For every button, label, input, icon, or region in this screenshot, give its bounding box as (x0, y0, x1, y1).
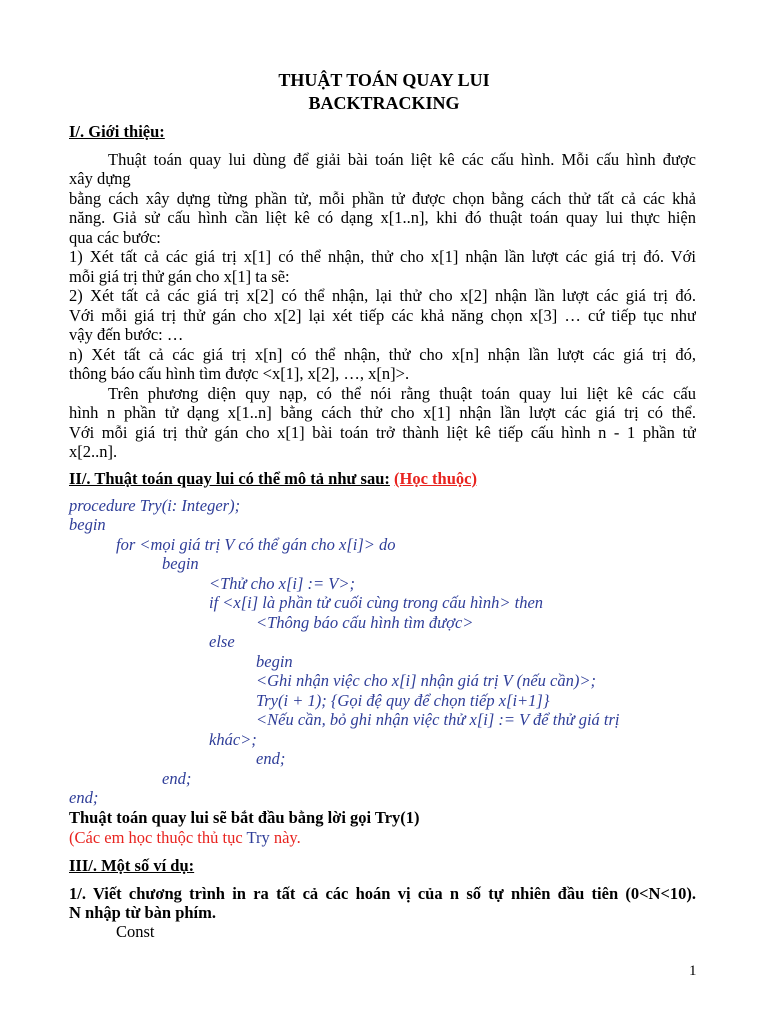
paragraph-line: Thuật toán quay lui dùng để giải bài toán liệt kê các cấu hình. Mỗi cấu hình được (108, 150, 696, 169)
document-title: THUẬT TOÁN QUAY LUI (278, 70, 490, 90)
code-line: end; (162, 769, 192, 788)
document-subtitle: BACKTRACKING (308, 93, 460, 113)
example1-line: 1/. Viết chương trình in ra tất cả các hoán vị của n số tự nhiên đầu tiên (0<N<10). (69, 884, 696, 903)
learn-note (69, 828, 301, 847)
section2-heading (69, 469, 477, 488)
paragraph-line: thông báo cấu hình tìm được <x[1], x[2], …, x[n]>. (69, 364, 410, 383)
code-line: end; (69, 788, 99, 807)
paragraph-line: mỗi giá trị thử gán cho x[1] ta sẽ: (69, 267, 290, 286)
learn-note-prefix: (Các em học thuộc thủ tục (69, 828, 247, 847)
learn-note-try: Try (246, 828, 270, 847)
section3-heading: III/. Một số ví dụ: (69, 856, 195, 875)
paragraph-line: x[2..n]. (69, 442, 118, 461)
code-line: if <x[i] là phần tử cuối cùng trong cấu hình> then (209, 593, 544, 612)
code-line: for <mọi giá trị V có thể gán cho x[i]> do (116, 535, 396, 554)
paragraph-line: 1) Xét tất cả các giá trị x[1] có thể nhận, thử cho x[1] nhận lần lượt các giá trị đó. Với (69, 247, 696, 266)
paragraph-line: xây dựng (69, 169, 131, 188)
code-line: begin (256, 652, 293, 671)
code-line: khác>; (209, 730, 257, 749)
code-line: else (209, 632, 235, 651)
call-note: Thuật toán quay lui sẽ bắt đầu bằng lời gọi Try(1) (69, 808, 420, 827)
paragraph-line: 2) Xét tất cả các giá trị x[2] có thể nhận, lại thử cho x[2] nhận lần lượt các giá trị đó. (69, 286, 696, 305)
paragraph-line: Với mỗi giá trị thử gán cho x[2] lại xét tiếp các khả năng chọn x[3] … cứ tiếp tục như (69, 306, 696, 325)
code-line: begin (162, 554, 199, 573)
paragraph-line: n) Xét tất cả các giá trị x[n] có thể nhận, thử cho x[n] nhận lần lượt các giá trị đó, (69, 345, 696, 364)
code-line: Try(i + 1); {Gọi đệ quy để chọn tiếp x[i+1]} (256, 691, 550, 710)
memorize-note: (Học thuộc) (394, 469, 477, 488)
paragraph-line: hình n phần tử dạng x[1..n] bằng cách thử cho x[1] nhận lần lượt các giá trị có thể. (69, 403, 696, 422)
section1-heading: I/. Giới thiệu: (69, 122, 165, 141)
code-line: begin (69, 515, 106, 534)
paragraph-line: Với mỗi giá trị thử gán cho x[1] bài toán trở thành liệt kê tiếp cấu hình n - 1 phần tử (69, 423, 696, 442)
learn-note-suffix: này. (269, 828, 301, 847)
const-label: Const (116, 922, 155, 941)
paragraph-line: Trên phương diện quy nạp, có thể nói rằng thuật toán quay lui liệt kê các cấu (108, 384, 696, 403)
code-line: <Thử cho x[i] := V>; (209, 574, 355, 593)
code-line: <Nếu cần, bỏ ghi nhận việc thử x[i] := V để thử giá trị (256, 710, 620, 729)
code-line: <Ghi nhận việc cho x[i] nhận giá trị V (nếu cần)>; (256, 671, 596, 690)
paragraph-line: qua các bước: (69, 228, 161, 247)
code-line: procedure Try(i: Integer); (69, 496, 241, 515)
section2-heading-text: II/. Thuật toán quay lui có thể mô tả như sau: (69, 469, 390, 488)
paragraph-line: vậy đến bước: … (69, 325, 184, 344)
code-line: end; (256, 749, 286, 768)
page-number: 1 (689, 963, 697, 979)
paragraph-line: bằng cách xây dựng từng phần tử, mỗi phần tử được chọn bằng cách thử tất cả các khả (69, 189, 696, 208)
paragraph-line: năng. Giả sử cấu hình cần liệt kê có dạng x[1..n], khi đó thuật toán quay lui thực hiện (69, 208, 696, 227)
code-line: <Thông báo cấu hình tìm được> (256, 613, 474, 632)
example1-line: N nhập từ bàn phím. (69, 903, 217, 922)
